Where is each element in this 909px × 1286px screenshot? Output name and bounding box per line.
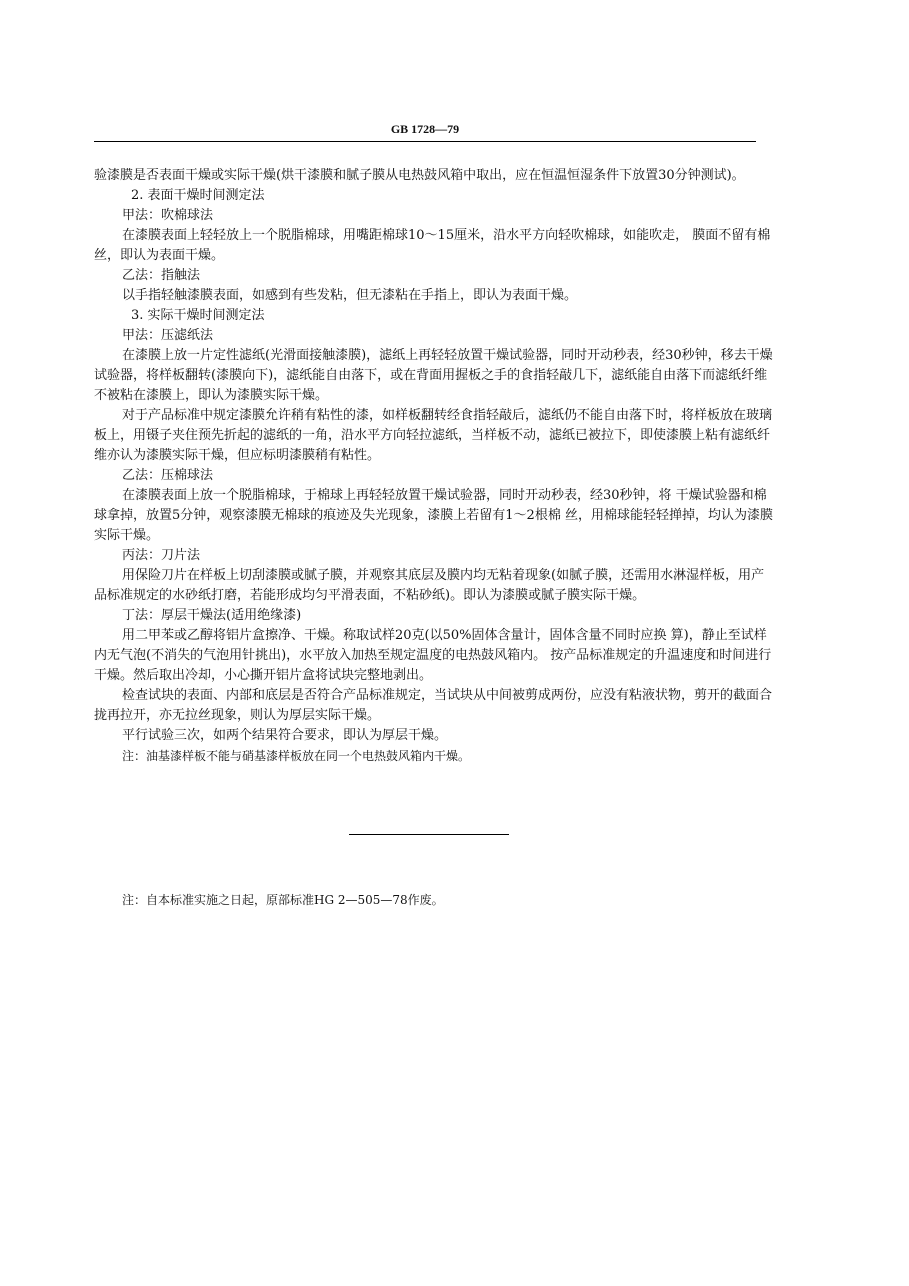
standard-code-header: GB 1728—79 xyxy=(390,122,460,136)
method-heading: 甲法：压滤纸法 xyxy=(122,328,214,343)
paragraph: 对于产品标准中规定漆膜允许稍有粘性的漆，如样板翻转经食指轻敲后，滤纸仍不能自由落下时，将样板放在玻璃板上，用镊子夹住预先折起的滤纸的一角，沿水平方向轻拉滤纸，当样板不动，滤纸已被拉下，即使漆膜上粘有滤纸纤维亦认为漆膜实际干燥，但应标明漆膜稍有粘性。 xyxy=(94,408,773,463)
paragraph: 在漆膜表面上轻轻放上一个脱脂棉球，用嘴距棉球10～15厘米，沿水平方向轻吹棉球，如能吹走， 膜面不留有棉丝，即认为表面干燥。 xyxy=(94,228,771,263)
end-rule xyxy=(349,834,509,835)
method-heading: 丙法：刀片法 xyxy=(122,548,201,563)
paragraph: 用保险刀片在样板上切刮漆膜或腻子膜，并观察其底层及膜内均无粘着现象(如腻子膜，还需用水淋湿样板，用产品标准规定的水砂纸打磨，若能形成均匀平滑表面，不粘砂纸)。即认为漆膜或腻子膜实际干燥。 xyxy=(94,568,765,603)
paragraph: 以手指轻触漆膜表面，如感到有些发粘，但无漆粘在手指上，即认为表面干燥。 xyxy=(122,288,578,303)
paragraph: 验漆膜是否表面干燥或实际干燥(烘干漆膜和腻子膜从电热鼓风箱中取出，应在恒温恒湿条件下放置30分钟测试)。 xyxy=(94,168,745,183)
paragraph: 用二甲苯或乙醇将铝片盒擦净、干燥。称取试样20克(以50%固体含量计，固体含量不同时应换 算)，静止至试样内无气泡(不消失的气泡用针挑出)，水平放入加热至规定温度的电热鼓风箱内。 按产品标准规定的升温速度和时间进行干燥。然后取出冷却，小心撕开铝片盒将试块完整地剥出。 xyxy=(94,628,772,683)
section-heading-3: 3. 实际干燥时间测定法 xyxy=(131,308,265,323)
method-heading: 甲法：吹棉球法 xyxy=(122,208,214,223)
paragraph: 在漆膜表面上放一个脱脂棉球，于棉球上再轻轻放置干燥试验器，同时开动秒表，经30秒钟，将 干燥试验器和棉球拿掉，放置5分钟，观察漆膜无棉球的痕迹及失光现象，漆膜上若留有1～2根棉 丝，用棉球能轻轻掸掉，均认为漆膜实际干燥。 xyxy=(94,488,773,543)
paragraph: 检查试块的表面、内部和底层是否符合产品标准规定，当试块从中间被剪成两份，应没有粘液状物，剪开的截面合拢再拉开，亦无拉丝现象，则认为厚层实际干燥。 xyxy=(94,688,773,723)
section-heading-2: 2. 表面干燥时间测定法 xyxy=(131,188,265,203)
note: 注：油基漆样板不能与硝基漆样板放在同一个电热鼓风箱内干燥。 xyxy=(122,749,471,763)
method-heading: 乙法：压棉球法 xyxy=(122,468,214,483)
paragraph: 在漆膜上放一片定性滤纸(光滑面接触漆膜)，滤纸上再轻轻放置干燥试验器，同时开动秒表，经30秒钟，移去干燥试验器，将样板翻转(漆膜向下)，滤纸能自由落下，或在背面用握板之手的食指轻敲几下，滤纸能自由落下而滤纸纤维不被粘在漆膜上，即认为漆膜实际干燥。 xyxy=(94,348,773,403)
method-heading: 乙法：指触法 xyxy=(122,268,201,283)
body-text xyxy=(94,166,774,766)
footnote: 注：自本标准实施之日起，原部标准HG 2—505—78作废。 xyxy=(122,893,444,907)
header-rule xyxy=(94,141,756,142)
paragraph: 平行试验三次，如两个结果符合要求，即认为厚层干燥。 xyxy=(122,728,448,743)
method-heading: 丁法：厚层干燥法(适用绝缘漆) xyxy=(122,608,302,623)
